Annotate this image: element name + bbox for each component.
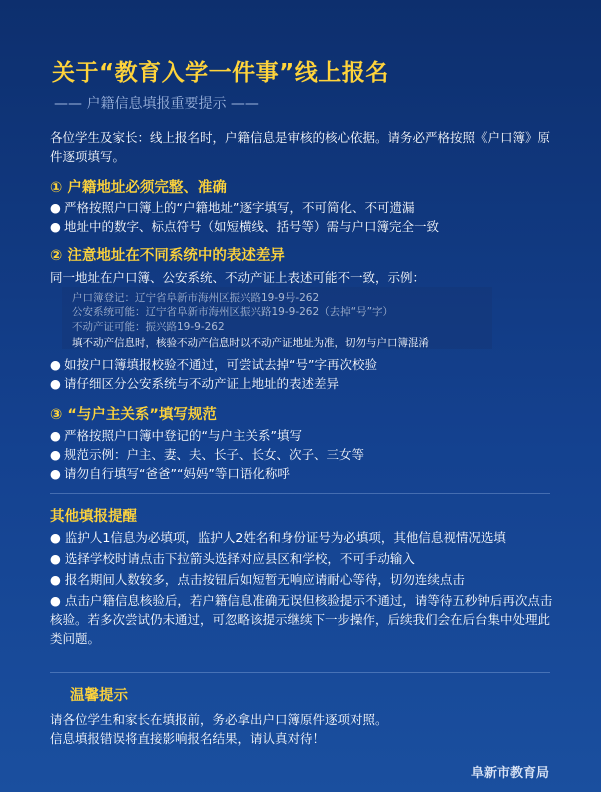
list-item: ● 报名期间人数较多，点击按钮后如短暂无响应请耐心等待，切勿连续点击: [50, 572, 465, 587]
section3-list: [50, 426, 565, 483]
bullet-icon: ●: [50, 376, 61, 391]
list-item: ● 严格按照户口簿上的“户籍地址”逐字填写，不可简化、不可遗漏: [50, 200, 415, 215]
footer-signature: 阜新市教育局: [470, 766, 549, 781]
example-line: 不动产证可能：振兴路19-9-262: [72, 321, 225, 333]
list-item: ● 地址中的数字、标点符号（如短横线、括号等）需与户口簿完全一致: [50, 219, 440, 234]
bullet-icon: ●: [50, 219, 61, 234]
bullet-icon: ●: [50, 466, 61, 481]
example-note: 填不动产信息时，核验不动产信息时以不动产证地址为准，切勿与户口簿混淆: [72, 337, 429, 349]
bullet-icon: ●: [50, 530, 61, 545]
bullet-icon: ●: [50, 572, 61, 587]
list-item: ● 监护人1信息为必填项，监护人2姓名和身份证号为必填项，其他信息视情况选填: [50, 530, 506, 545]
list-item: ● 点击户籍信息核验后，若户籍信息准确无误但核验提示不通过，请等待五秒钟后再次点击核验。若多次尝试仍未通过，可忽略该提示继续下一步操作，后续我们会在后台集中处理此类问题。: [50, 593, 553, 646]
intro-text: 各位学生及家长：线上报名时，户籍信息是审核的核心依据。请务必严格按照《户口簿》原件逐项填写。: [50, 130, 551, 164]
example-line: 公安系统可能：辽宁省阜新市海州区振兴路19-9-262（去掉“号”字）: [72, 306, 394, 318]
bullet-icon: ●: [50, 357, 61, 372]
bullet-icon: ●: [50, 200, 61, 215]
list-item: ● 选择学校时请点击下拉箭头选择对应县区和学校，不可手动输入: [50, 551, 415, 566]
list-item: ● 如按户口簿填报校验不通过，可尝试去掉“号”字再次校验: [50, 357, 377, 372]
page-title: 关于“教育入学一件事”线上报名: [52, 60, 389, 86]
other-title: 其他填报提醒: [50, 509, 137, 525]
warm-text: [50, 710, 560, 748]
bullet-icon: ●: [50, 593, 61, 608]
page-subtitle: —— 户籍信息填报重要提示 ——: [54, 96, 259, 112]
divider: [50, 493, 550, 494]
warm-line: 信息填报错误将直接影响报名结果，请认真对待！: [50, 731, 326, 746]
section2-list: [50, 355, 565, 393]
warm-title: 温馨提示: [70, 688, 128, 704]
example-line: 户口簿登记：辽宁省阜新市海州区振兴路19-9号-262: [72, 292, 320, 304]
section2-title: ② 注意地址在不同系统中的表述差异: [50, 248, 285, 264]
section1-list: [50, 198, 565, 236]
section1-title: ① 户籍地址必须完整、准确: [50, 180, 227, 196]
list-item: ● 请仔细区分公安系统与不动产证上地址的表述差异: [50, 376, 340, 391]
list-item: ● 严格按照户口簿中登记的“与户主关系”填写: [50, 428, 302, 443]
list-item: ● 请勿自行填写“爸爸”“妈妈”等口语化称呼: [50, 466, 290, 481]
warm-line: 请各位学生和家长在填报前，务必拿出户口簿原件逐项对照。: [50, 712, 388, 727]
bullet-icon: ●: [50, 551, 61, 566]
bullet-icon: ●: [50, 447, 61, 462]
divider: [50, 672, 550, 673]
list-item: ● 规范示例：户主、妻、夫、长子、长女、次子、三女等: [50, 447, 365, 462]
other-list: [50, 528, 560, 650]
section3-title: ③ “与户主关系”填写规范: [50, 407, 217, 423]
bullet-icon: ●: [50, 428, 61, 443]
section2-lead: 同一地址在户口簿、公安系统、不动产证上表述可能不一致，示例：: [50, 270, 426, 285]
